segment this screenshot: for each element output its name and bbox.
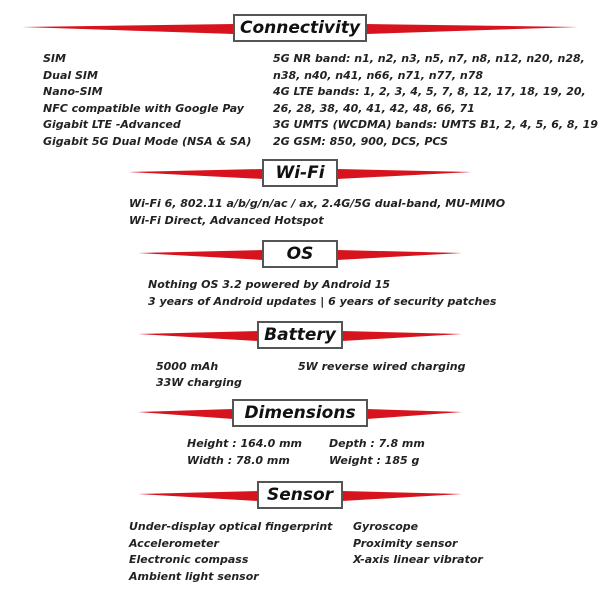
connectivity-left-list — [43, 51, 251, 150]
os-list — [148, 277, 496, 310]
battery-reverse-charging: 5W reverse wired charging — [298, 360, 466, 373]
list-item: SIM — [43, 52, 66, 65]
list-item: n38, n40, n41, n66, n71, n77, n78 — [273, 68, 484, 82]
list-item: Accelerometer — [129, 536, 219, 550]
list-item: Wi-Fi Direct, Advanced Hotspot — [129, 213, 324, 227]
dimension-depth: Depth : 7.8 mm — [329, 437, 425, 450]
sensor-right-list — [353, 519, 483, 569]
list-item: X-axis linear vibrator — [353, 553, 483, 566]
wifi-list — [129, 196, 505, 229]
section-header-battery — [0, 319, 600, 353]
sensor-title: Sensor — [257, 481, 343, 509]
section-header-wifi — [0, 157, 600, 191]
connectivity-right-list — [273, 51, 598, 150]
battery-capacity: 5000 mAh — [156, 360, 219, 373]
list-item: 26, 28, 38, 40, 41, 42, 48, 66, 71 — [273, 101, 475, 115]
section-header-dimensions — [0, 397, 600, 431]
battery-charging: 33W charging — [156, 376, 242, 389]
battery-title: Battery — [257, 321, 343, 349]
sensor-left-list — [129, 519, 332, 585]
list-item: Gyroscope — [353, 520, 419, 533]
dimension-width: Width : 78.0 mm — [187, 454, 290, 467]
list-item: 5G NR band: n1, n2, n3, n5, n7, n8, n12, n20, n28, — [273, 52, 585, 65]
list-item: 2G GSM: 850, 900, DCS, PCS — [273, 134, 448, 148]
dimension-weight: Weight : 185 g — [329, 454, 420, 467]
list-item: Nothing OS 3.2 powered by Android 15 — [148, 278, 391, 291]
list-item: Under-display optical fingerprint — [129, 520, 333, 533]
list-item: Wi-Fi 6, 802.11 a/b/g/n/ac / ax, 2.4G/5G dual-band, MU-MIMO — [129, 197, 506, 210]
list-item: Dual SIM — [43, 68, 98, 82]
list-item: Nano-SIM — [43, 85, 103, 98]
list-item: Ambient light sensor — [129, 569, 259, 583]
section-header-os — [0, 238, 600, 272]
connectivity-title: Connectivity — [233, 14, 367, 42]
section-header-sensor — [0, 479, 600, 513]
os-title: OS — [262, 240, 338, 268]
list-item: 4G LTE bands: 1, 2, 3, 4, 5, 7, 8, 12, 17, 18, 19, 20, — [273, 85, 586, 98]
dimensions-title: Dimensions — [232, 399, 368, 427]
list-item: 3G UMTS (WCDMA) bands: UMTS B1, 2, 4, 5, 6, 8, 19 — [273, 118, 598, 131]
list-item: NFC compatible with Google Pay — [43, 101, 244, 115]
list-item: Electronic compass — [129, 553, 249, 566]
list-item: Proximity sensor — [353, 536, 458, 550]
wifi-title: Wi-Fi — [262, 159, 338, 187]
section-header-connectivity — [0, 12, 600, 46]
list-item: Gigabit 5G Dual Mode (NSA & SA) — [43, 134, 252, 148]
list-item: 3 years of Android updates | 6 years of security patches — [148, 294, 497, 308]
dimension-height: Height : 164.0 mm — [187, 437, 303, 450]
list-item: Gigabit LTE -Advanced — [43, 118, 181, 131]
